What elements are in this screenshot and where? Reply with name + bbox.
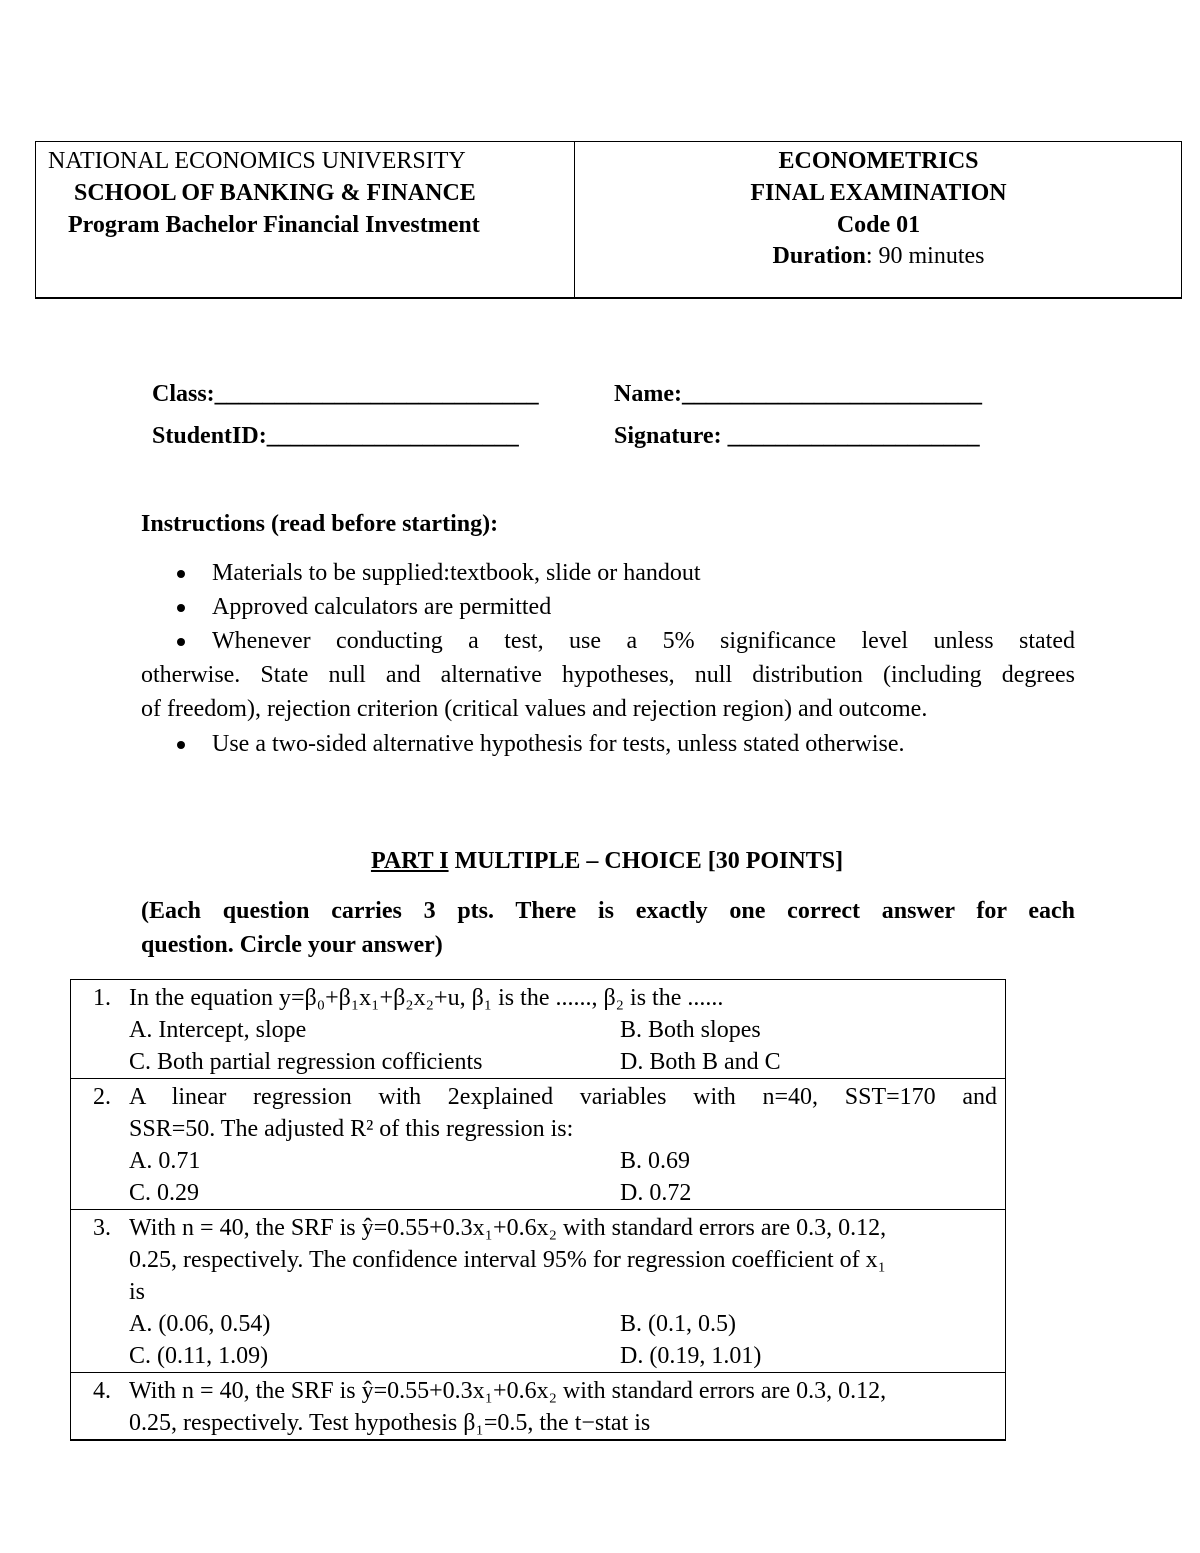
part1-note: (Each question carries 3 pts. There is exactly one correct answer for each (141, 898, 1075, 924)
option-b[interactable]: B. Both slopes (620, 1017, 761, 1043)
class-field[interactable]: Class:___________________________ (152, 381, 539, 407)
bullet-icon (175, 636, 187, 648)
duration-label: Duration (772, 243, 866, 269)
questions-table (70, 979, 1006, 1441)
part1-note-cont: question. Circle your answer) (141, 932, 443, 958)
question-text: SSR=50. The adjusted R² of this regression is: (129, 1116, 574, 1142)
program-name: Program Bachelor Financial Investment (68, 212, 480, 238)
bullet-icon (175, 739, 187, 751)
question-text: 0.25, respectively. Test hypothesis β₁=0.5, the t−stat is (129, 1410, 651, 1436)
instruction-item: Approved calculators are permitted (212, 594, 552, 620)
signature-field[interactable]: Signature: _____________________ (614, 423, 980, 449)
option-d[interactable]: D. 0.72 (620, 1180, 692, 1206)
question-number: 3. (93, 1215, 111, 1241)
question-text: is (129, 1279, 146, 1305)
bullet-icon (175, 568, 187, 580)
question-text: In the equation y=β₀+β₁x₁+β₂x₂+u, β₁ is the ......, β₂ is the ...... (129, 985, 724, 1011)
question-number: 2. (93, 1084, 111, 1110)
exam-code: Code 01 (836, 212, 921, 238)
subject: ECONOMETRICS (778, 148, 979, 174)
question-text: A linear regression with 2explained variables with n=40, SST=170 and (129, 1084, 997, 1110)
question-text: With n = 40, the SRF is ŷ=0.55+0.3x₁+0.6x₂ with standard errors are 0.3, 0.12, (129, 1378, 887, 1404)
option-d[interactable]: D. Both B and C (620, 1049, 781, 1075)
option-a[interactable]: A. Intercept, slope (129, 1017, 307, 1043)
duration-value: : 90 minutes (865, 243, 985, 269)
bullet-icon (175, 602, 187, 614)
question-number: 1. (93, 985, 111, 1011)
question-number: 4. (93, 1378, 111, 1404)
question-4 (71, 1373, 1005, 1440)
school-name: SCHOOL OF BANKING & FINANCE (74, 180, 476, 206)
option-b[interactable]: B. 0.69 (620, 1148, 691, 1174)
university-name: NATIONAL ECONOMICS UNIVERSITY (48, 148, 466, 174)
question-3 (71, 1210, 1005, 1373)
question-2 (71, 1079, 1005, 1210)
question-1 (71, 980, 1005, 1079)
part1-title (0, 848, 1200, 875)
header-table (35, 141, 1182, 299)
exam-title: FINAL EXAMINATION (750, 180, 1007, 206)
question-text: With n = 40, the SRF is ŷ=0.55+0.3x₁+0.6x₂ with standard errors are 0.3, 0.12, (129, 1215, 887, 1241)
student-id-field[interactable]: StudentID:_____________________ (152, 423, 519, 449)
instruction-item: Whenever conducting a test, use a 5% significance level unless stated (212, 628, 1075, 654)
option-a[interactable]: A. 0.71 (129, 1148, 201, 1174)
instruction-item-cont: otherwise. State null and alternative hypotheses, null distribution (including degrees (141, 662, 1075, 688)
instruction-item: Materials to be supplied:textbook, slide or handout (212, 560, 701, 586)
option-a[interactable]: A. (0.06, 0.54) (129, 1311, 271, 1337)
question-text: 0.25, respectively. The confidence interval 95% for regression coefficient of x₁ (129, 1247, 886, 1273)
part1-label: PART I (370, 848, 449, 874)
instruction-item-cont: of freedom), rejection criterion (critical values and rejection region) and outcome. (141, 696, 928, 722)
option-c[interactable]: C. (0.11, 1.09) (129, 1343, 269, 1369)
instructions-title: Instructions (read before starting): (141, 511, 499, 537)
part1-title-rest: MULTIPLE – CHOICE [30 POINTS] (448, 848, 844, 874)
duration (574, 240, 1183, 272)
instruction-item: Use a two-sided alternative hypothesis for tests, unless stated otherwise. (212, 731, 905, 757)
option-d[interactable]: D. (0.19, 1.01) (620, 1343, 762, 1369)
option-c[interactable]: C. Both partial regression cofficients (129, 1049, 483, 1075)
name-field[interactable]: Name:_________________________ (614, 381, 982, 407)
option-b[interactable]: B. (0.1, 0.5) (620, 1311, 736, 1337)
option-c[interactable]: C. 0.29 (129, 1180, 200, 1206)
